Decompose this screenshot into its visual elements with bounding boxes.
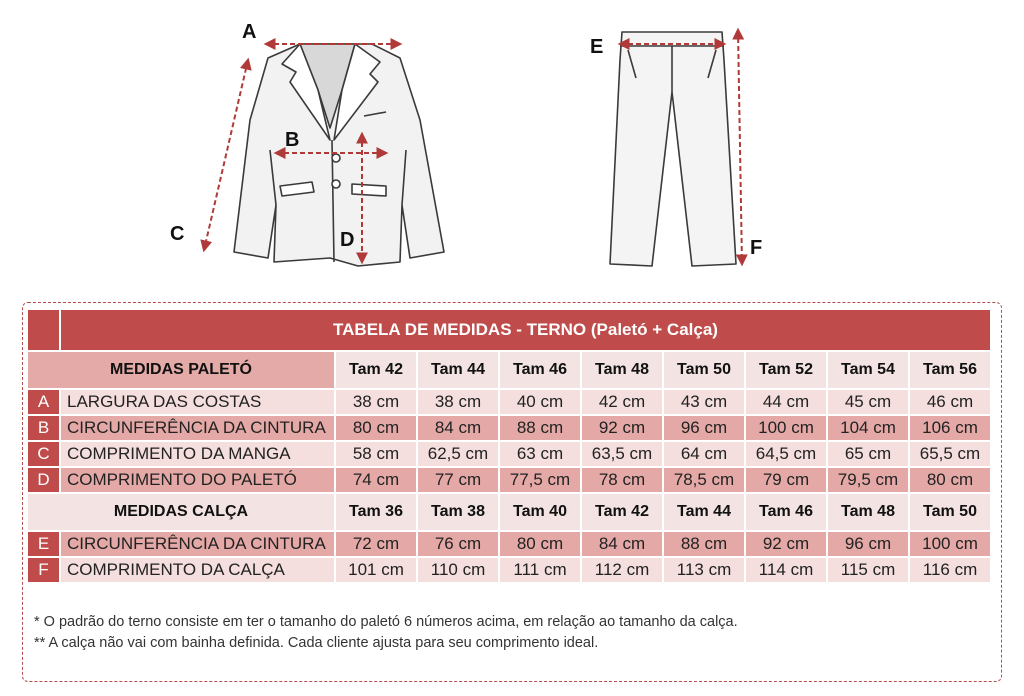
row-letter: E (28, 532, 59, 556)
garment-illustrations (0, 0, 1024, 290)
measure-value: 84 cm (418, 416, 498, 440)
measure-value: 79 cm (746, 468, 826, 492)
jacket-size: Tam 52 (746, 352, 826, 388)
measure-value: 84 cm (582, 532, 662, 556)
footnote-1: * O padrão do terno consiste em ter o tamanho do paletó 6 números acima, em relação ao tamanho da calça. (34, 614, 738, 630)
measure-value: 115 cm (828, 558, 908, 582)
measure-value: 62,5 cm (418, 442, 498, 466)
row-letter: B (28, 416, 59, 440)
measure-value: 80 cm (336, 416, 416, 440)
pants-size: Tam 46 (746, 494, 826, 530)
jacket-drawing (234, 44, 444, 266)
label-a: A (242, 21, 257, 43)
table-row (28, 416, 990, 440)
measure-value: 101 cm (336, 558, 416, 582)
measure-value: 92 cm (582, 416, 662, 440)
jacket-size: Tam 54 (828, 352, 908, 388)
row-letter: F (28, 558, 59, 582)
measure-value: 100 cm (746, 416, 826, 440)
measure-value: 106 cm (910, 416, 990, 440)
measure-value: 40 cm (500, 390, 580, 414)
label-b: B (285, 129, 300, 151)
row-letter: D (28, 468, 59, 492)
measure-value: 44 cm (746, 390, 826, 414)
pants-size: Tam 44 (664, 494, 744, 530)
measure-value: 65 cm (828, 442, 908, 466)
label-e: E (590, 36, 604, 58)
measure-value: 64 cm (664, 442, 744, 466)
measure-value: 88 cm (500, 416, 580, 440)
footnote-2: ** A calça não vai com bainha definida. Cada cliente ajusta para seu comprimento ideal. (34, 635, 599, 651)
measure-value: 80 cm (910, 468, 990, 492)
measure-value: 104 cm (828, 416, 908, 440)
measure-value: 65,5 cm (910, 442, 990, 466)
measure-name: COMPRIMENTO DO PALETÓ (61, 468, 334, 492)
jacket-size: Tam 48 (582, 352, 662, 388)
footnotes (34, 612, 738, 654)
measure-value: 63,5 cm (582, 442, 662, 466)
row-letter: A (28, 390, 59, 414)
table-row (28, 468, 990, 492)
table-row (28, 390, 990, 414)
measure-name: COMPRIMENTO DA CALÇA (61, 558, 334, 582)
label-f: F (750, 237, 763, 259)
measure-value: 78 cm (582, 468, 662, 492)
measure-value: 77,5 cm (500, 468, 580, 492)
pants-drawing (610, 32, 736, 266)
measure-value: 113 cm (664, 558, 744, 582)
title-corner (28, 310, 59, 350)
measure-value: 74 cm (336, 468, 416, 492)
pants-size: Tam 48 (828, 494, 908, 530)
jacket-size: Tam 42 (336, 352, 416, 388)
measure-value: 43 cm (664, 390, 744, 414)
pants-size: Tam 40 (500, 494, 580, 530)
measure-value: 96 cm (664, 416, 744, 440)
measure-name: CIRCUNFERÊNCIA DA CINTURA (61, 416, 334, 440)
measure-value: 38 cm (418, 390, 498, 414)
pants-size: Tam 36 (336, 494, 416, 530)
measure-value: 72 cm (336, 532, 416, 556)
pants-size: Tam 42 (582, 494, 662, 530)
measure-value: 96 cm (828, 532, 908, 556)
label-c: C (170, 223, 185, 245)
measure-value: 100 cm (910, 532, 990, 556)
label-d: D (340, 229, 355, 251)
pants-size: Tam 38 (418, 494, 498, 530)
jacket-size: Tam 46 (500, 352, 580, 388)
jacket-size: Tam 56 (910, 352, 990, 388)
measure-name: COMPRIMENTO DA MANGA (61, 442, 334, 466)
measure-value: 114 cm (746, 558, 826, 582)
table-row (28, 558, 990, 582)
measure-value: 77 cm (418, 468, 498, 492)
table-row (28, 532, 990, 556)
pants-header: MEDIDAS CALÇA (28, 494, 334, 530)
table-title: TABELA DE MEDIDAS - TERNO (Paletó + Calça) (61, 310, 990, 350)
measure-value: 46 cm (910, 390, 990, 414)
measure-value: 58 cm (336, 442, 416, 466)
measure-value: 111 cm (500, 558, 580, 582)
measure-value: 92 cm (746, 532, 826, 556)
measure-value: 78,5 cm (664, 468, 744, 492)
row-letter: C (28, 442, 59, 466)
jacket-size: Tam 50 (664, 352, 744, 388)
measure-value: 80 cm (500, 532, 580, 556)
size-table (26, 308, 992, 584)
measure-name: LARGURA DAS COSTAS (61, 390, 334, 414)
jacket-header: MEDIDAS PALETÓ (28, 352, 334, 388)
arrow-f (738, 30, 742, 264)
measure-name: CIRCUNFERÊNCIA DA CINTURA (61, 532, 334, 556)
measure-value: 79,5 cm (828, 468, 908, 492)
measure-value: 42 cm (582, 390, 662, 414)
measure-value: 64,5 cm (746, 442, 826, 466)
measure-value: 38 cm (336, 390, 416, 414)
table-row (28, 442, 990, 466)
jacket-size: Tam 44 (418, 352, 498, 388)
measure-value: 45 cm (828, 390, 908, 414)
measure-value: 110 cm (418, 558, 498, 582)
measure-value: 76 cm (418, 532, 498, 556)
measure-value: 63 cm (500, 442, 580, 466)
pants-size: Tam 50 (910, 494, 990, 530)
measure-value: 116 cm (910, 558, 990, 582)
measure-value: 88 cm (664, 532, 744, 556)
measure-value: 112 cm (582, 558, 662, 582)
